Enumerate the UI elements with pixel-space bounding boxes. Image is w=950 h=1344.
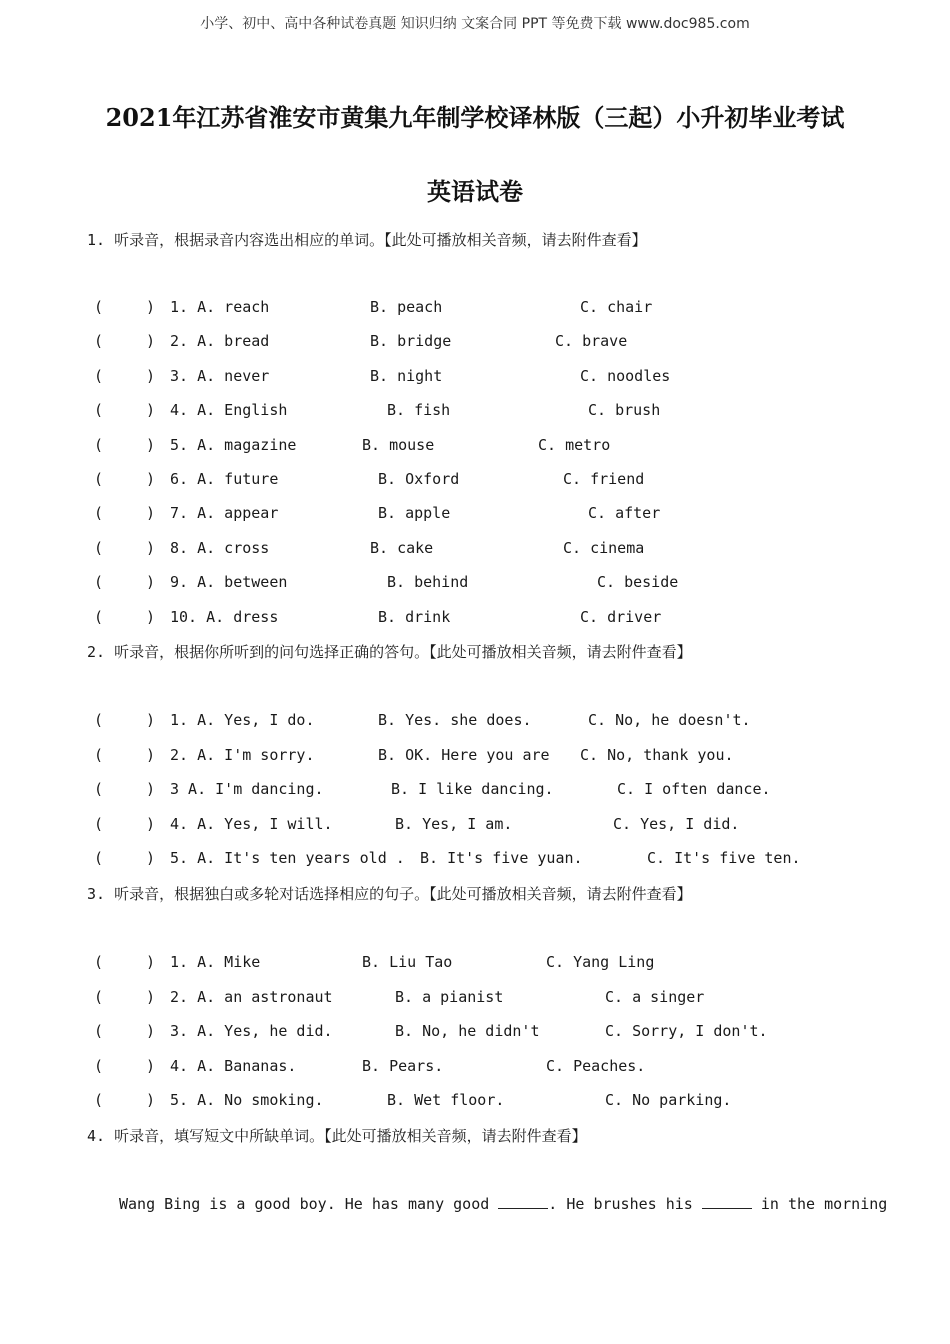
option-a: 4. A. Bananas.	[170, 1056, 297, 1075]
option-a: 3. A. never	[170, 366, 270, 385]
option-c: C. Sorry, I don't.	[605, 1022, 768, 1040]
option-a: 1. A. Mike	[170, 953, 261, 971]
answer-paren-left: (	[94, 366, 104, 385]
answer-paren-left: (	[94, 780, 104, 798]
answer-paren-left: (	[94, 607, 104, 626]
option-a: 5. A. It's ten years old .	[170, 849, 405, 867]
option-b: B. mouse	[362, 435, 435, 454]
section-2-heading: 2. 听录音，根据你所听到的问句选择正确的答句。【此处可播放相关音频，请去附件查看】	[87, 643, 692, 661]
answer-paren-right: )	[146, 470, 156, 488]
answer-paren-left: (	[94, 814, 104, 833]
option-a: 8. A. cross	[170, 538, 270, 557]
question-row	[0, 1057, 950, 1077]
answer-paren-left: (	[94, 504, 104, 523]
option-b: B. I like dancing.	[391, 780, 554, 798]
answer-paren-left: (	[94, 711, 104, 729]
option-c: C. cinema	[563, 538, 645, 557]
answer-paren-right: )	[146, 401, 156, 420]
answer-paren-left: (	[94, 987, 104, 1006]
question-row	[0, 746, 950, 766]
option-c: C. metro	[538, 435, 611, 454]
answer-paren-right: )	[146, 1091, 156, 1109]
passage-text	[119, 1194, 887, 1213]
exam-subtitle: 英语试卷	[427, 177, 523, 206]
answer-paren-left: (	[94, 538, 104, 557]
option-c: C. friend	[563, 470, 645, 488]
answer-paren-right: )	[146, 814, 156, 833]
question-row	[0, 332, 950, 352]
answer-paren-left: (	[94, 1091, 104, 1109]
question-row	[0, 988, 950, 1008]
option-a: 4. A. English	[170, 401, 288, 420]
option-c: C. beside	[597, 573, 679, 592]
option-b: B. fish	[387, 401, 451, 420]
question-row	[0, 470, 950, 490]
option-b: B. bridge	[370, 332, 452, 351]
option-c: C. Yes, I did.	[613, 814, 740, 833]
option-a: 10. A. dress	[170, 607, 279, 626]
question-row	[0, 780, 950, 800]
question-row	[0, 367, 950, 387]
answer-paren-right: )	[146, 849, 156, 867]
option-a: 1. A. reach	[170, 298, 270, 316]
option-c: C. No, he doesn't.	[588, 711, 751, 729]
answer-paren-left: (	[94, 401, 104, 420]
answer-paren-left: (	[94, 745, 104, 764]
option-b: B. behind	[387, 573, 469, 592]
question-row	[0, 711, 950, 731]
option-a: 5. A. magazine	[170, 435, 297, 454]
option-b: B. Oxford	[378, 470, 460, 488]
option-b: B. peach	[370, 298, 443, 316]
option-b: B. No, he didn't	[395, 1022, 540, 1040]
option-c: C. No parking.	[605, 1091, 732, 1109]
answer-paren-left: (	[94, 573, 104, 592]
option-a: 4. A. Yes, I will.	[170, 814, 333, 833]
passage-part-1: Wang Bing is a good boy. He has many good	[119, 1195, 499, 1213]
option-c: C. Yang Ling	[546, 953, 655, 971]
exam-title: 2021年江苏省淮安市黄集九年制学校译林版（三起）小升初毕业考试	[105, 103, 845, 132]
option-c: C. noodles	[580, 366, 671, 385]
option-c: C. brush	[588, 401, 661, 420]
option-b: B. Pears.	[362, 1056, 444, 1075]
option-a: 1. A. Yes, I do.	[170, 711, 315, 729]
answer-paren-left: (	[94, 435, 104, 454]
answer-paren-left: (	[94, 332, 104, 351]
answer-paren-left: (	[94, 1022, 104, 1040]
option-b: B. OK. Here you are	[378, 745, 550, 764]
option-b: B. apple	[378, 504, 451, 523]
question-row	[0, 298, 950, 318]
option-b: B. It's five yuan.	[420, 849, 583, 867]
option-b: B. Liu Tao	[362, 953, 453, 971]
question-row	[0, 1022, 950, 1042]
option-c: C. It's five ten.	[647, 849, 801, 867]
question-row	[0, 608, 950, 628]
answer-paren-right: )	[146, 607, 156, 626]
option-c: C. after	[588, 504, 661, 523]
option-a: 2. A. I'm sorry.	[170, 745, 315, 764]
answer-paren-right: )	[146, 573, 156, 592]
answer-paren-right: )	[146, 780, 156, 798]
question-row	[0, 1091, 950, 1111]
question-row	[0, 573, 950, 593]
answer-paren-right: )	[146, 1056, 156, 1075]
option-b: B. drink	[378, 607, 451, 626]
option-c: C. chair	[580, 298, 653, 316]
option-a: 3 A. I'm dancing.	[170, 780, 324, 798]
answer-paren-right: )	[146, 435, 156, 454]
answer-paren-right: )	[146, 538, 156, 557]
question-row	[0, 953, 950, 973]
answer-paren-left: (	[94, 470, 104, 488]
option-c: C. a singer	[605, 987, 705, 1006]
answer-paren-right: )	[146, 332, 156, 351]
option-b: B. cake	[370, 538, 434, 557]
option-c: C. I often dance.	[617, 780, 771, 798]
option-b: B. Yes. she does.	[378, 711, 532, 729]
answer-paren-right: )	[146, 504, 156, 523]
option-c: C. Peaches.	[546, 1056, 646, 1075]
option-b: B. Yes, I am.	[395, 814, 513, 833]
question-row	[0, 539, 950, 559]
answer-paren-left: (	[94, 849, 104, 867]
answer-paren-right: )	[146, 745, 156, 764]
option-a: 7. A. appear	[170, 504, 279, 523]
section-3-heading: 3. 听录音，根据独白或多轮对话选择相应的句子。【此处可播放相关音频，请去附件查看】	[87, 885, 692, 903]
question-row	[0, 401, 950, 421]
passage-part-3: in the morning	[751, 1195, 888, 1213]
answer-paren-right: )	[146, 1022, 156, 1040]
section-4-heading: 4. 听录音，填写短文中所缺单词。【此处可播放相关音频，请去附件查看】	[87, 1127, 587, 1145]
option-a: 5. A. No smoking.	[170, 1091, 324, 1109]
answer-blank[interactable]	[498, 1194, 548, 1209]
question-row	[0, 849, 950, 869]
answer-paren-left: (	[94, 1056, 104, 1075]
option-a: 2. A. bread	[170, 332, 270, 351]
section-1-heading: 1. 听录音，根据录音内容选出相应的单词。【此处可播放相关音频，请去附件查看】	[87, 231, 647, 249]
option-c: C. brave	[555, 332, 628, 351]
question-row	[0, 436, 950, 456]
site-header: 小学、初中、高中各种试卷真题 知识归纳 文案合同 PPT 等免费下载 www.doc985.com	[200, 16, 750, 32]
answer-paren-right: )	[146, 953, 156, 971]
option-a: 6. A. future	[170, 470, 279, 488]
answer-paren-left: (	[94, 298, 104, 316]
answer-paren-right: )	[146, 298, 156, 316]
answer-paren-right: )	[146, 711, 156, 729]
option-c: C. No, thank you.	[580, 745, 734, 764]
answer-paren-right: )	[146, 987, 156, 1006]
question-row	[0, 815, 950, 835]
answer-paren-right: )	[146, 366, 156, 385]
answer-blank[interactable]	[702, 1194, 752, 1209]
option-b: B. night	[370, 366, 443, 385]
option-a: 3. A. Yes, he did.	[170, 1022, 333, 1040]
passage-part-2: . He brushes his	[548, 1195, 702, 1213]
option-a: 9. A. between	[170, 573, 288, 592]
option-a: 2. A. an astronaut	[170, 987, 333, 1006]
question-row	[0, 504, 950, 524]
option-c: C. driver	[580, 607, 662, 626]
option-b: B. Wet floor.	[387, 1091, 505, 1109]
option-b: B. a pianist	[395, 987, 504, 1006]
answer-paren-left: (	[94, 953, 104, 971]
